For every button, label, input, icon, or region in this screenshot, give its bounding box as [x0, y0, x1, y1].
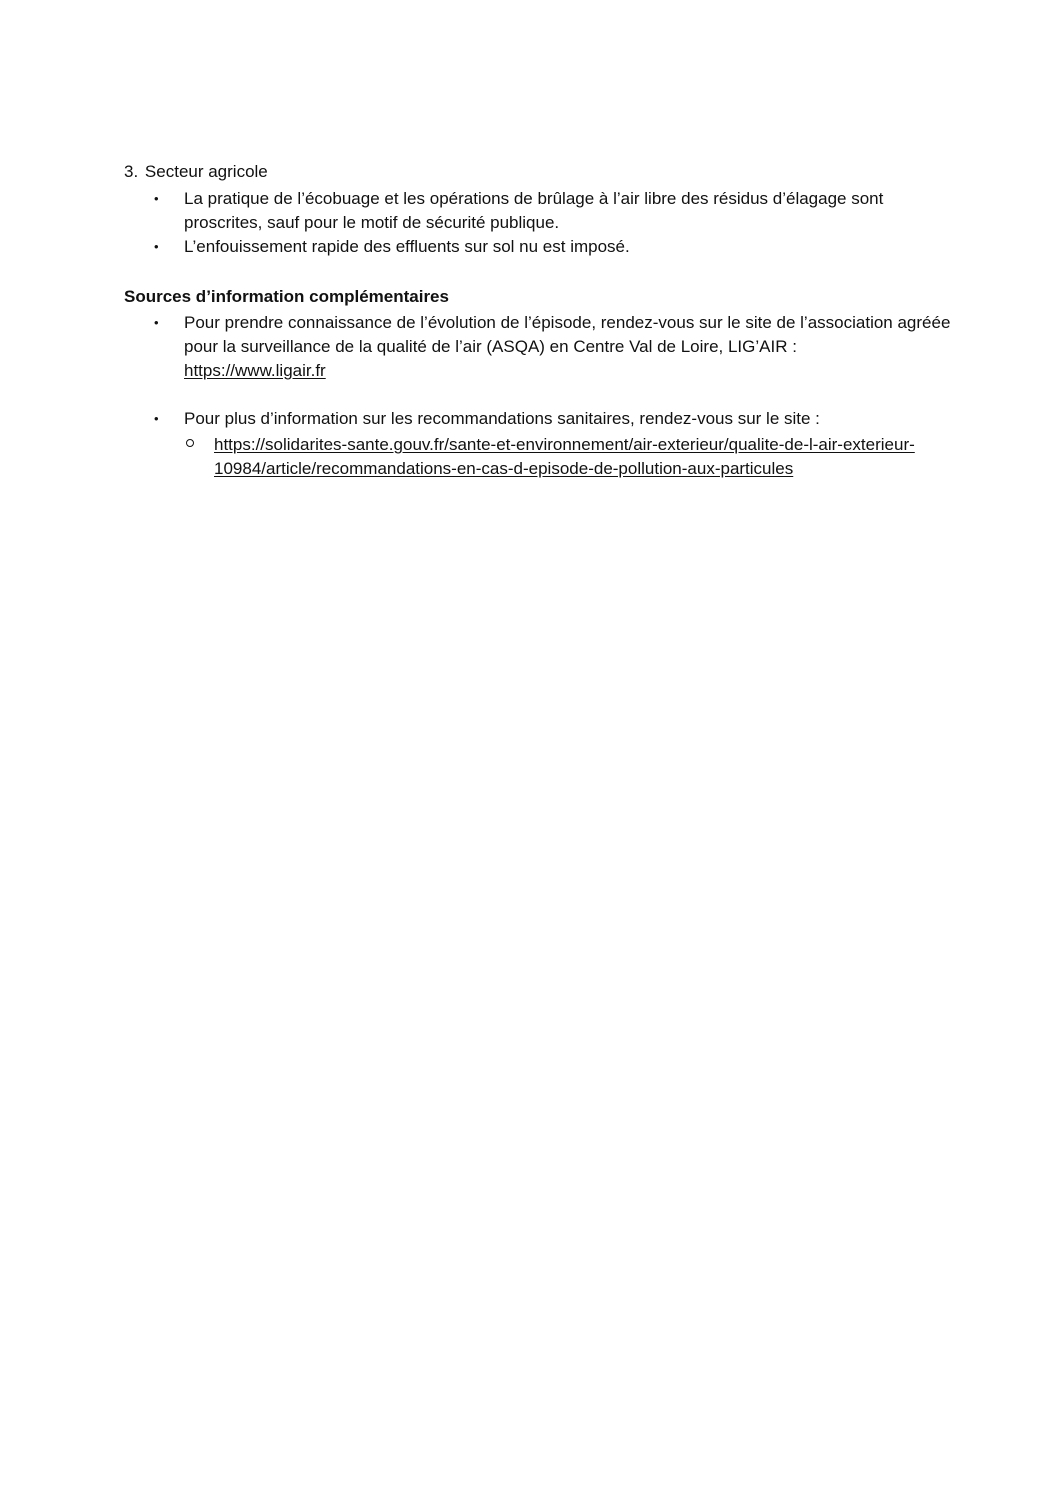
- list-item: [124, 311, 954, 383]
- sub-list-item: [184, 433, 954, 481]
- sources-list: [124, 311, 954, 481]
- health-recommendations-link[interactable]: https://solidarites-sante.gouv.fr/sante-et-environnement/air-exterieur/qualite-de-l-air-exterieur-10984/article/recommandations-en-cas-d-episode-de-pollution-aux-particules: [214, 435, 915, 478]
- sub-list: [184, 433, 954, 481]
- ligair-link[interactable]: https://www.ligair.fr: [184, 361, 326, 380]
- list-item-text: La pratique de l’écobuage et les opérations de brûlage à l’air libre des résidus d’élagage sont proscrites, sauf pour le motif de sécurité publique.: [184, 189, 884, 232]
- bullet-icon: •: [154, 239, 159, 254]
- spacer: [124, 383, 954, 407]
- bullet-icon: •: [154, 411, 159, 426]
- list-item-text: Pour plus d’information sur les recommandations sanitaires, rendez-vous sur le site :: [184, 409, 820, 428]
- list-item-text: L’enfouissement rapide des effluents sur sol nu est imposé.: [184, 237, 630, 256]
- list-item: [124, 407, 954, 481]
- sources-heading: Sources d’information complémentaires: [124, 287, 449, 306]
- section-title-text: Secteur agricole: [144, 162, 268, 181]
- list-item-text: Pour prendre connaissance de l’évolution de l’épisode, rendez-vous sur le site de l’association agréée pour la surveillance de la qualité de l’air (ASQA) en Centre Val de Loire, LIG’AIR :: [184, 313, 951, 356]
- bullet-icon: •: [154, 315, 159, 330]
- document-content: [124, 160, 954, 481]
- list-item: [124, 235, 954, 259]
- section-agriculture-title: [124, 160, 954, 184]
- circle-bullet-icon: [186, 439, 194, 447]
- list-item: [124, 187, 954, 235]
- bullet-icon: •: [154, 191, 159, 206]
- section-number: 3.: [124, 162, 139, 181]
- agriculture-list: [124, 187, 954, 259]
